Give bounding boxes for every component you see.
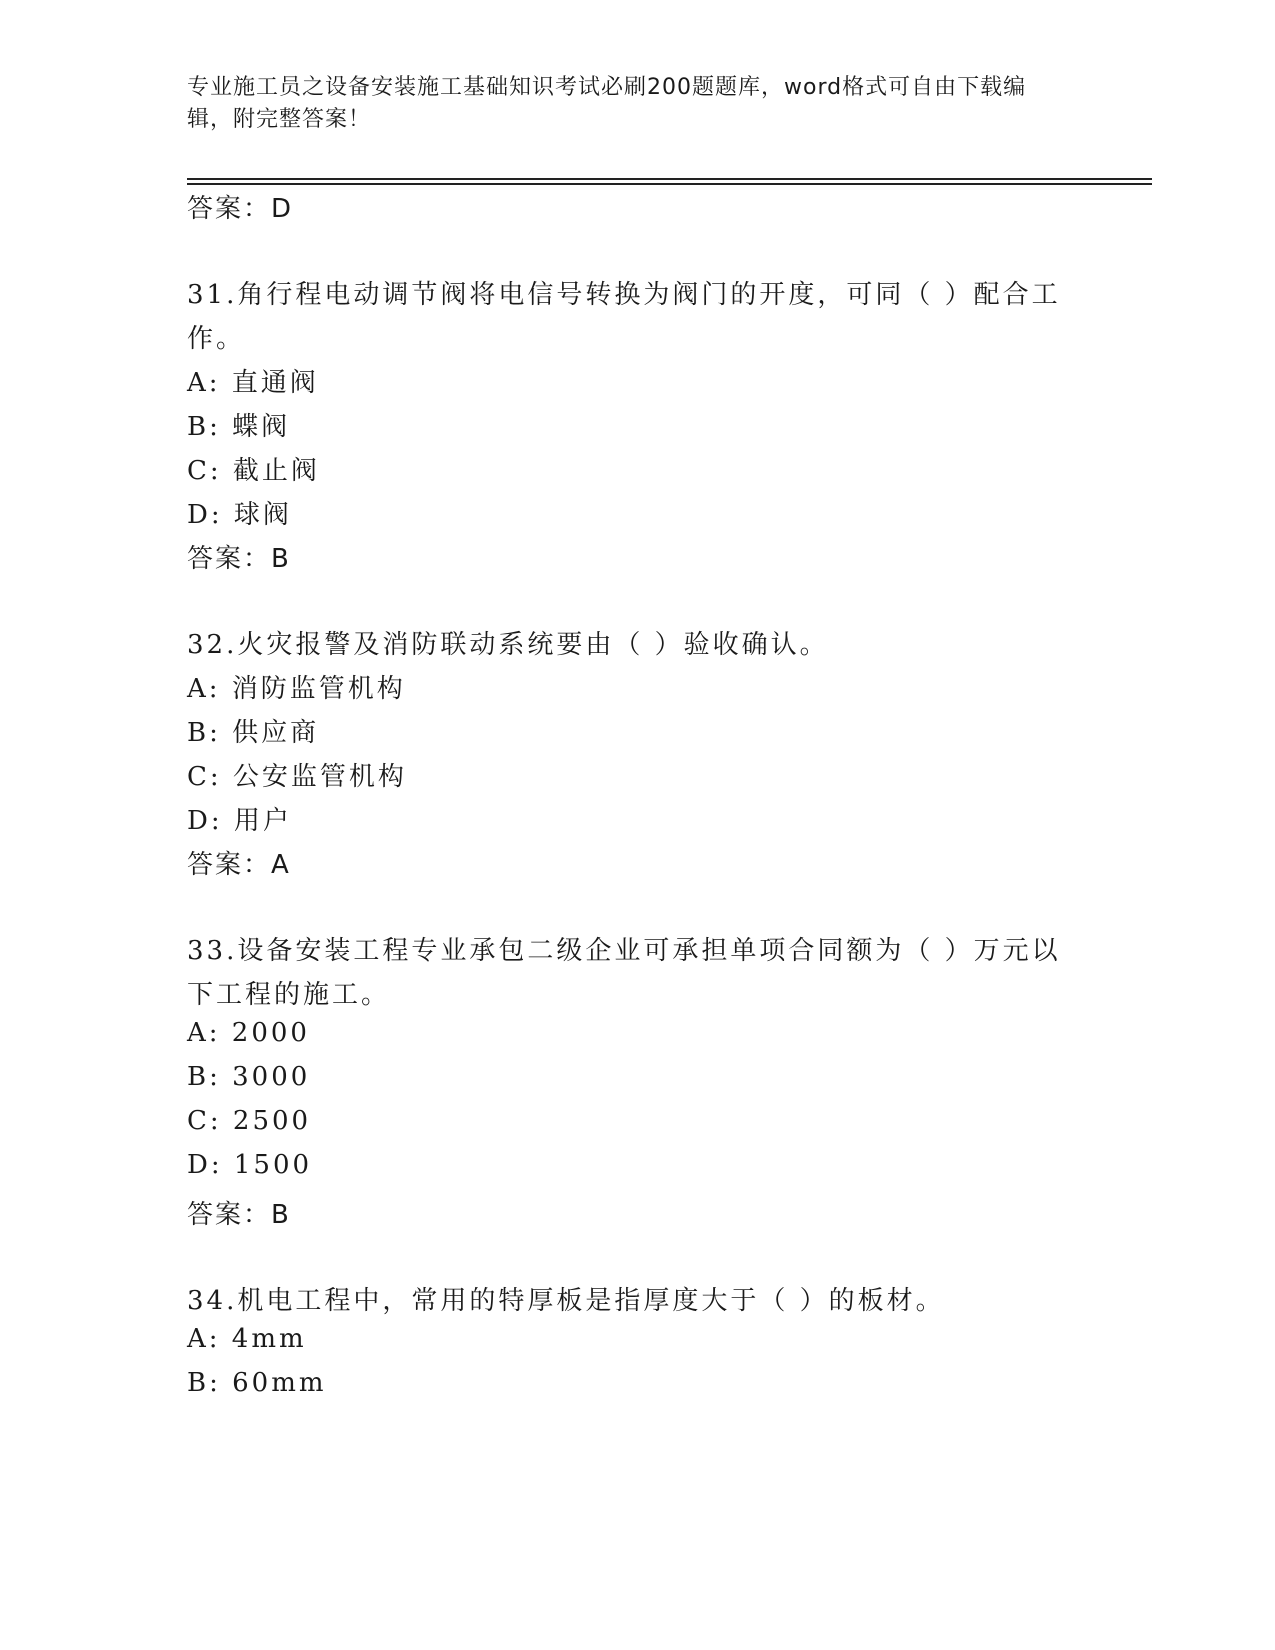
question-33-line1: 33.设备安装工程专业承包二级企业可承担单项合同额为（ ）万元以	[187, 936, 1061, 966]
question-32-option-a: A: 消防监管机构	[187, 674, 406, 704]
question-31-option-b: B: 蝶阀	[187, 412, 291, 442]
question-34-option-a: A: 4mm	[187, 1324, 307, 1354]
question-32-option-b: B: 供应商	[187, 718, 320, 748]
answer-prev: 答案：D	[187, 194, 294, 224]
question-31-line1: 31.角行程电动调节阀将电信号转换为阀门的开度，可同（ ）配合工	[187, 280, 1061, 310]
question-31-option-a: A: 直通阀	[187, 368, 319, 398]
question-33-option-a: A: 2000	[187, 1018, 310, 1048]
question-31-answer: 答案：B	[187, 544, 291, 574]
question-33-option-b: B: 3000	[187, 1062, 311, 1092]
header-divider-top	[187, 178, 1152, 180]
header-divider-bottom	[187, 183, 1152, 185]
question-31-line2: 作。	[187, 324, 246, 354]
question-31-option-c: C: 截止阀	[187, 456, 320, 486]
question-33-option-c: C: 2500	[187, 1106, 312, 1136]
document-header: 专业施工员之设备安装施工基础知识考试必刷200题题库，word格式可自由下载编辑，附完整答案！	[187, 75, 1027, 132]
question-31-option-d: D: 球阀	[187, 500, 292, 530]
question-34-line1: 34.机电工程中，常用的特厚板是指厚度大于（ ）的板材。	[187, 1286, 945, 1316]
question-33-option-d: D: 1500	[187, 1150, 313, 1180]
question-33-line2: 下工程的施工。	[187, 980, 391, 1010]
question-34-option-b: B: 60mm	[187, 1368, 327, 1398]
question-32-option-c: C: 公安监管机构	[187, 762, 407, 792]
question-32-line1: 32.火灾报警及消防联动系统要由（ ）验收确认。	[187, 630, 829, 660]
question-32-option-d: D: 用户	[187, 806, 292, 836]
question-32-answer: 答案：A	[187, 850, 291, 880]
question-33-answer: 答案：B	[187, 1200, 291, 1230]
